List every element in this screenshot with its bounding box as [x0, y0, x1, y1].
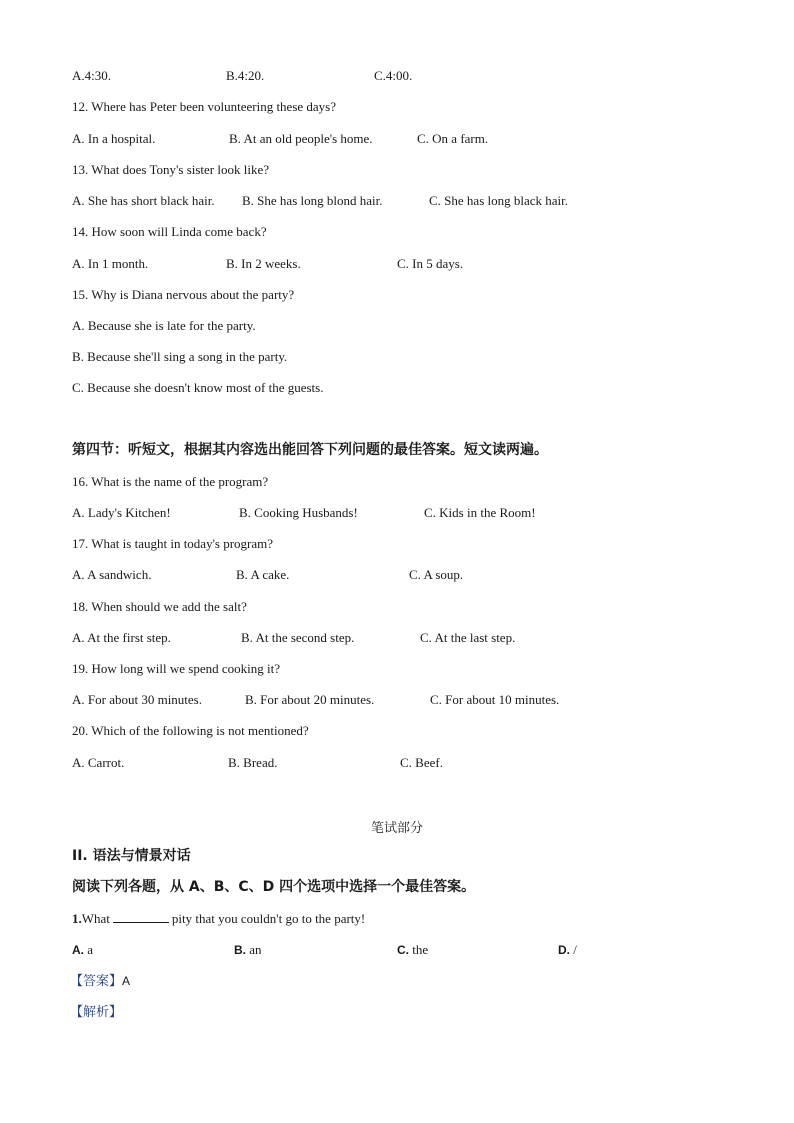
answer-line — [70, 973, 130, 990]
q12-question: 12. Where has Peter been volunteering these days? — [72, 99, 336, 114]
q12-option-a: A. In a hospital. — [72, 131, 156, 146]
instruction-text: 阅读下列各题，从 A、B、C、D 四个选项中选择一个最佳答案。 — [72, 879, 476, 895]
q17-option-c: C. A soup. — [409, 567, 464, 582]
q16-question: 16. What is the name of the program? — [72, 474, 269, 489]
q11-option-c: C.4:00. — [374, 68, 413, 83]
written-part-title: 笔试部分 — [370, 821, 423, 836]
q19-option-a: A. For about 30 minutes. — [72, 692, 202, 707]
w1-option-b: B. an — [234, 942, 262, 957]
q20-option-b: B. Bread. — [228, 755, 278, 770]
q18-option-a: A. At the first step. — [72, 630, 171, 645]
q16-option-b: B. Cooking Husbands! — [239, 505, 358, 520]
answer-label: 【答案】 — [70, 974, 123, 989]
q11-option-a: A.4:30. — [72, 68, 111, 83]
q15-option-b: B. Because she'll sing a song in the party. — [72, 349, 288, 364]
w1-option-a: A. a — [72, 942, 94, 957]
q13-option-a: A. She has short black hair. — [72, 193, 215, 208]
q12-option-b: B. At an old people's home. — [229, 131, 373, 146]
section4-heading: 第四节：听短文，根据其内容选出能回答下列问题的最佳答案。短文读两遍。 — [72, 442, 548, 458]
q16-option-a: A. Lady's Kitchen! — [72, 505, 171, 520]
q12-option-c: C. On a farm. — [417, 131, 489, 146]
q13-option-c: C. She has long black hair. — [429, 193, 569, 208]
q19-question: 19. How long will we spend cooking it? — [72, 661, 280, 676]
w1-option-c: C. the — [397, 942, 429, 957]
q19-option-c: C. For about 10 minutes. — [430, 692, 560, 707]
q18-question: 18. When should we add the salt? — [72, 599, 247, 614]
q15-question: 15. Why is Diana nervous about the party? — [72, 287, 295, 302]
q18-option-b: B. At the second step. — [241, 630, 355, 645]
question-number: 1. — [72, 911, 82, 926]
analysis-line — [70, 1004, 122, 1021]
q13-question: 13. What does Tony's sister look like? — [72, 162, 270, 177]
q17-option-b: B. A cake. — [236, 567, 290, 582]
q20-question: 20. Which of the following is not mentioned? — [72, 723, 309, 738]
answer-value: A — [122, 974, 131, 988]
q13-option-b: B. She has long blond hair. — [242, 193, 383, 208]
q15-option-a: A. Because she is late for the party. — [72, 318, 256, 333]
q19-option-b: B. For about 20 minutes. — [245, 692, 375, 707]
part2-heading: II. 语法与情景对话 — [72, 848, 191, 864]
q14-option-b: B. In 2 weeks. — [226, 256, 301, 271]
q20-option-a: A. Carrot. — [72, 755, 125, 770]
analysis-label: 【解析】 — [70, 1005, 123, 1020]
q14-option-c: C. In 5 days. — [397, 256, 464, 271]
q16-option-c: C. Kids in the Room! — [424, 505, 536, 520]
question-text-after: pity that you couldn't go to the party! — [171, 911, 366, 926]
q17-question: 17. What is taught in today's program? — [72, 536, 274, 551]
q17-option-a: A. A sandwich. — [72, 567, 152, 582]
q11-option-b: B.4:20. — [226, 68, 265, 83]
question-text-before: What — [81, 911, 110, 926]
q14-option-a: A. In 1 month. — [72, 256, 149, 271]
q14-question: 14. How soon will Linda come back? — [72, 224, 267, 239]
w1-option-d: D. / — [558, 942, 577, 957]
written-question-1 — [72, 911, 365, 927]
answer-blank — [113, 911, 169, 923]
q20-option-c: C. Beef. — [400, 755, 443, 770]
q18-option-c: C. At the last step. — [420, 630, 516, 645]
q15-option-c: C. Because she doesn't know most of the guests. — [72, 380, 324, 395]
